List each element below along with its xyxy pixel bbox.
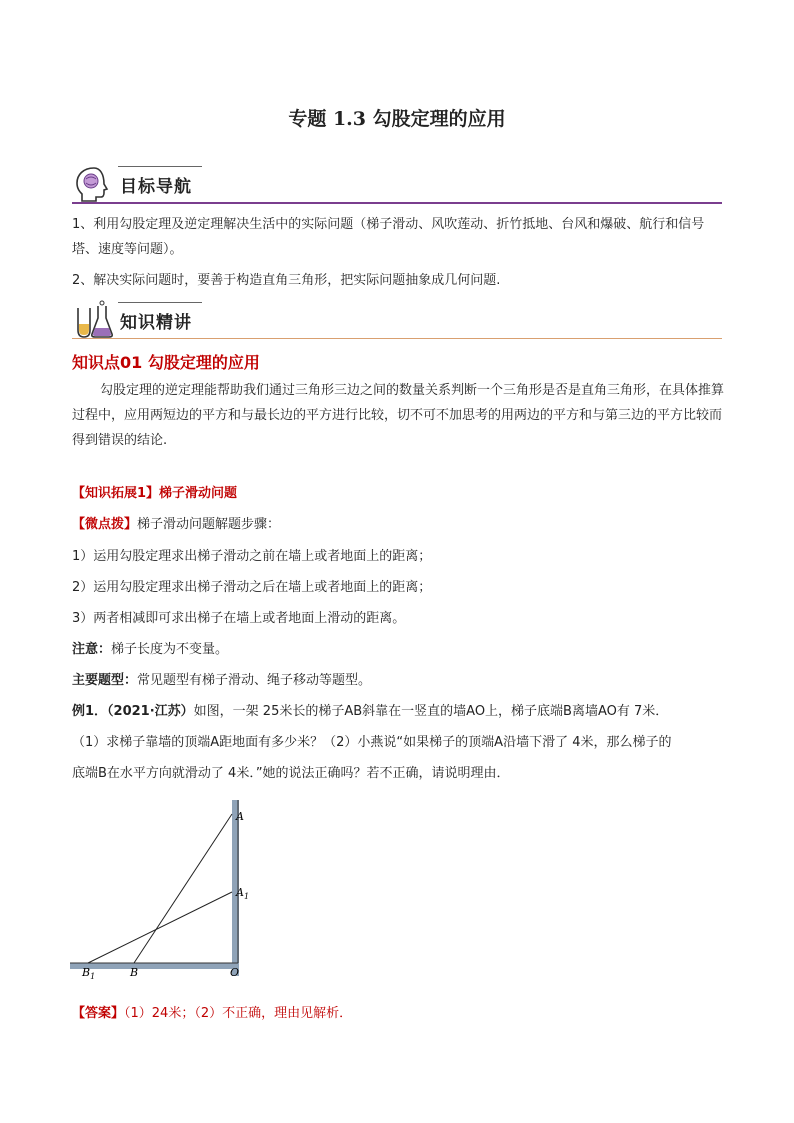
main-type-line (72, 669, 371, 688)
label-A1: $A_1$ (236, 886, 250, 901)
example-label: 例1．（2021·江苏） (72, 704, 194, 719)
label-A: A (236, 810, 244, 823)
extension-tag: 【知识拓展1】 (72, 486, 160, 501)
note-text: 梯子长度为不变量。 (111, 642, 229, 657)
label-O: O (230, 966, 240, 979)
step-1: 1）运用勾股定理求出梯子滑动之前在墙上或者地面上的距离； (72, 549, 432, 564)
ground (70, 963, 239, 969)
goal-item-2: 2、解决实际问题时，要善于构造直角三角形，把实际问题抽象成几何问题. (72, 273, 501, 288)
section-goal-label: 目标导航 (120, 177, 192, 197)
note-label: 注意： (72, 642, 112, 657)
brain-head-icon (72, 164, 116, 204)
step-2: 2）运用勾股定理求出梯子滑动之后在墙上或者地面上的距离； (72, 580, 432, 595)
ladder-A1B1 (88, 892, 232, 963)
hint-line (72, 513, 280, 532)
knowledge-point-title: 知识点01 勾股定理的应用 (72, 353, 260, 372)
hint-text: 梯子滑动问题解题步骤： (137, 517, 281, 532)
flask-icon (72, 300, 116, 340)
example-line-1 (72, 700, 668, 719)
ladder-figure (68, 796, 258, 986)
example-line-3: 底端B在水平方向就滑动了 4米．”她的说法正确吗？若不正确，请说明理由． (72, 766, 510, 781)
answer-line (72, 1002, 352, 1021)
section-knowledge-header (72, 300, 722, 340)
ladder-AB (134, 814, 232, 963)
answer-tag: 【答案】 (72, 1006, 125, 1021)
section-decor-line (118, 302, 202, 303)
extension-heading (72, 482, 237, 501)
answer-text: （1）24米；（2）不正确，理由见解析． (124, 1006, 353, 1021)
label-B: B (130, 966, 139, 979)
extension-title: 梯子滑动问题 (159, 486, 238, 501)
section-goal-underline (72, 202, 722, 204)
section-decor-line (118, 166, 202, 167)
note-line (72, 638, 228, 657)
main-type-text: 常见题型有梯子滑动、绳子移动等题型。 (137, 673, 372, 688)
hint-tag: 【微点拨】 (72, 517, 138, 532)
example-text-1: 如图，一架 25米长的梯子AB斜靠在一竖直的墙AO上，梯子底端B离墙AO有 7米． (193, 704, 669, 719)
goal-item-1: 1、利用勾股定理及逆定理解决生活中的实际问题（梯子滑动、风吹莲动、折竹抵地、台风和爆破、航行和信号塔、速度等问题）。 (72, 217, 705, 257)
section-goal-header (72, 164, 722, 204)
example-line-2: （1）求梯子靠墙的顶端A距地面有多少米？（2）小燕说“如果梯子的顶端A沿墙下滑了 4米，那么梯子的 (72, 735, 672, 750)
step-3: 3）两者相减即可求出梯子在墙上或者地面上滑动的距离。 (72, 611, 406, 626)
page-title: 专题 1.3 勾股定理的应用 (288, 108, 506, 130)
label-B1: $B_1$ (82, 966, 96, 981)
knowledge-point-body: 勾股定理的逆定理能帮助我们通过三角形三边之间的数量关系判断一个三角形是否是直角三角形，在具体推算过程中，应用两短边的平方和与最长边的平方进行比较，切不可不加思考的用两边的平方和与第三边的平方比较而得到错误的结论. (72, 383, 725, 448)
section-knowledge-label: 知识精讲 (120, 313, 192, 333)
section-knowledge-underline (72, 338, 722, 339)
main-type-label: 主要题型： (72, 673, 138, 688)
